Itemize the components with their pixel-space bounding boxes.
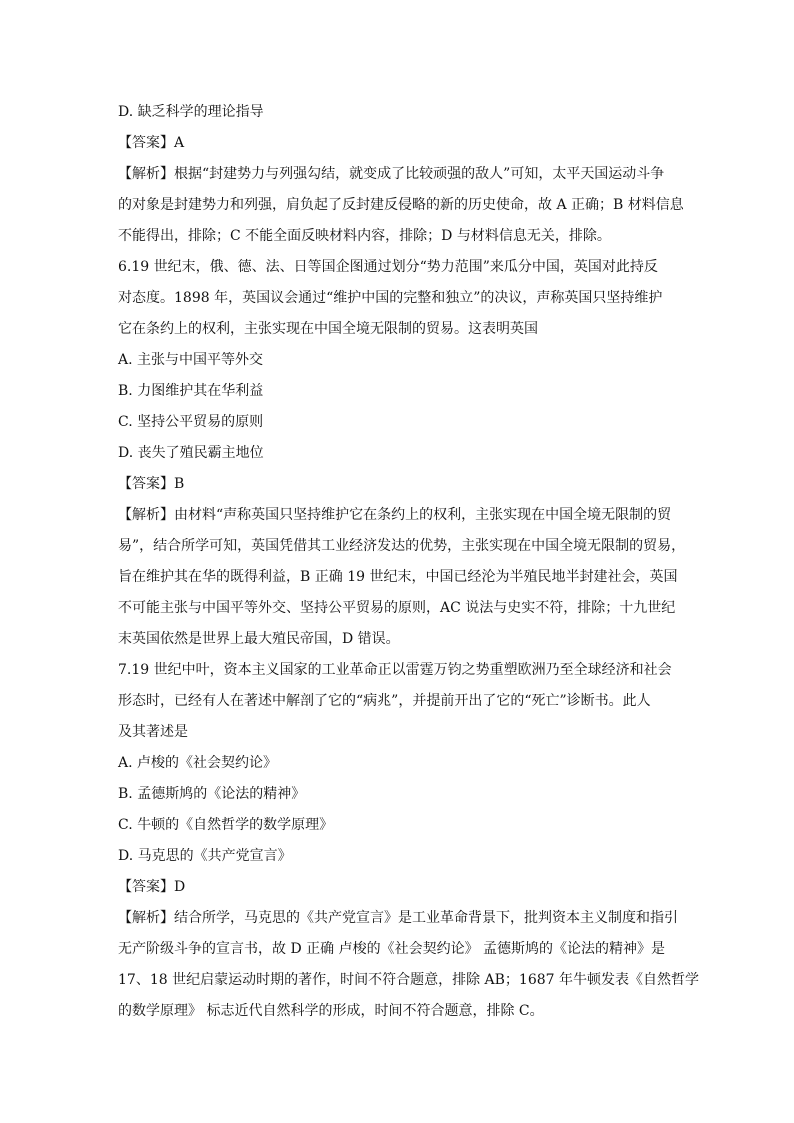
q5-explanation-line-1: 【解析】根据“封建势力与列强勾结，就变成了比较顽强的敌人”可知，太平天国运动斗争	[118, 166, 665, 182]
q6-explanation-line-3: 旨在维护其在华的既得利益，B 正确 19 世纪末，中国已经沦为半殖民地半封建社会，英国	[118, 569, 678, 585]
q5-explanation-line-3: 不能得出，排除；C 不能全面反映材料内容，排除；D 与材料信息无关，排除。	[118, 228, 611, 244]
q7-option-d: D. 马克思的《共产党宣言》	[118, 848, 292, 864]
q7-option-a: A. 卢梭的《社会契约论》	[118, 755, 278, 771]
q6-stem-line-3: 它在条约上的权利，主张实现在中国全境无限制的贸易。这表明英国	[118, 321, 538, 337]
q7-explanation-line-1: 【解析】结合所学，马克思的《共产党宣言》是工业革命背景下，批判资本主义制度和指引	[118, 910, 678, 926]
q6-explanation-line-5: 末英国依然是世界上最大殖民帝国，D 错误。	[118, 631, 400, 647]
q6-answer: 【答案】B	[118, 476, 185, 492]
q7-stem-line-1: 7.19 世纪中叶，资本主义国家的工业革命正以雷霆万钧之势重塑欧洲乃至全球经济和社会	[118, 662, 672, 678]
q6-option-d: D. 丧失了殖民霸主地位	[118, 445, 264, 461]
q7-option-b: B. 孟德斯鸠的《论法的精神》	[118, 786, 306, 802]
q6-option-b: B. 力图维护其在华利益	[118, 383, 264, 399]
q7-option-c: C. 牛顿的《自然哲学的数学原理》	[118, 817, 334, 833]
q7-stem-line-2: 形态时，已经有人在著述中解剖了它的“病兆”，并提前开出了它的“死亡”诊断书。此人	[118, 693, 651, 709]
q6-option-c: C. 坚持公平贸易的原则	[118, 414, 264, 430]
q6-explanation-line-4: 不可能主张与中国平等外交、坚持公平贸易的原则，AC 说法与史实不符，排除；十九世纪	[118, 600, 676, 616]
q6-explanation-line-2: 易”，结合所学可知，英国凭借其工业经济发达的优势，主张实现在中国全境无限制的贸易，	[118, 538, 686, 554]
q5-explanation-line-2: 的对象是封建势力和列强，肩负起了反封建反侵略的新的历史使命，故 A 正确；B 材料信息	[118, 197, 684, 213]
q5-answer: 【答案】A	[118, 135, 185, 151]
q6-stem-line-2: 对态度。1898 年，英国议会通过“维护中国的完整和独立”的决议，声称英国只坚持维护	[118, 290, 663, 306]
q7-explanation-line-4: 的数学原理》 标志近代自然科学的形成，时间不符合题意，排除 C。	[118, 1003, 544, 1019]
q5-option-d: D. 缺乏科学的理论指导	[118, 104, 264, 120]
q6-option-a: A. 主张与中国平等外交	[118, 352, 264, 368]
q7-explanation-line-3: 17、18 世纪启蒙运动时期的著作，时间不符合题意，排除 AB；1687 年牛顿发表《自然哲学	[118, 972, 700, 988]
q6-explanation-line-1: 【解析】由材料“声称英国只坚持维护它在条约上的权利，主张实现在中国全境无限制的贸	[118, 507, 672, 523]
q7-answer: 【答案】D	[118, 879, 186, 895]
q7-stem-line-3: 及其著述是	[118, 724, 188, 740]
q7-explanation-line-2: 无产阶级斗争的宣言书，故 D 正确 卢梭的《社会契约论》 孟德斯鸠的《论法的精神》是	[118, 941, 666, 957]
q6-stem-line-1: 6.19 世纪末，俄、德、法、日等国企图通过划分“势力范围”来瓜分中国，英国对此持反	[118, 259, 658, 275]
